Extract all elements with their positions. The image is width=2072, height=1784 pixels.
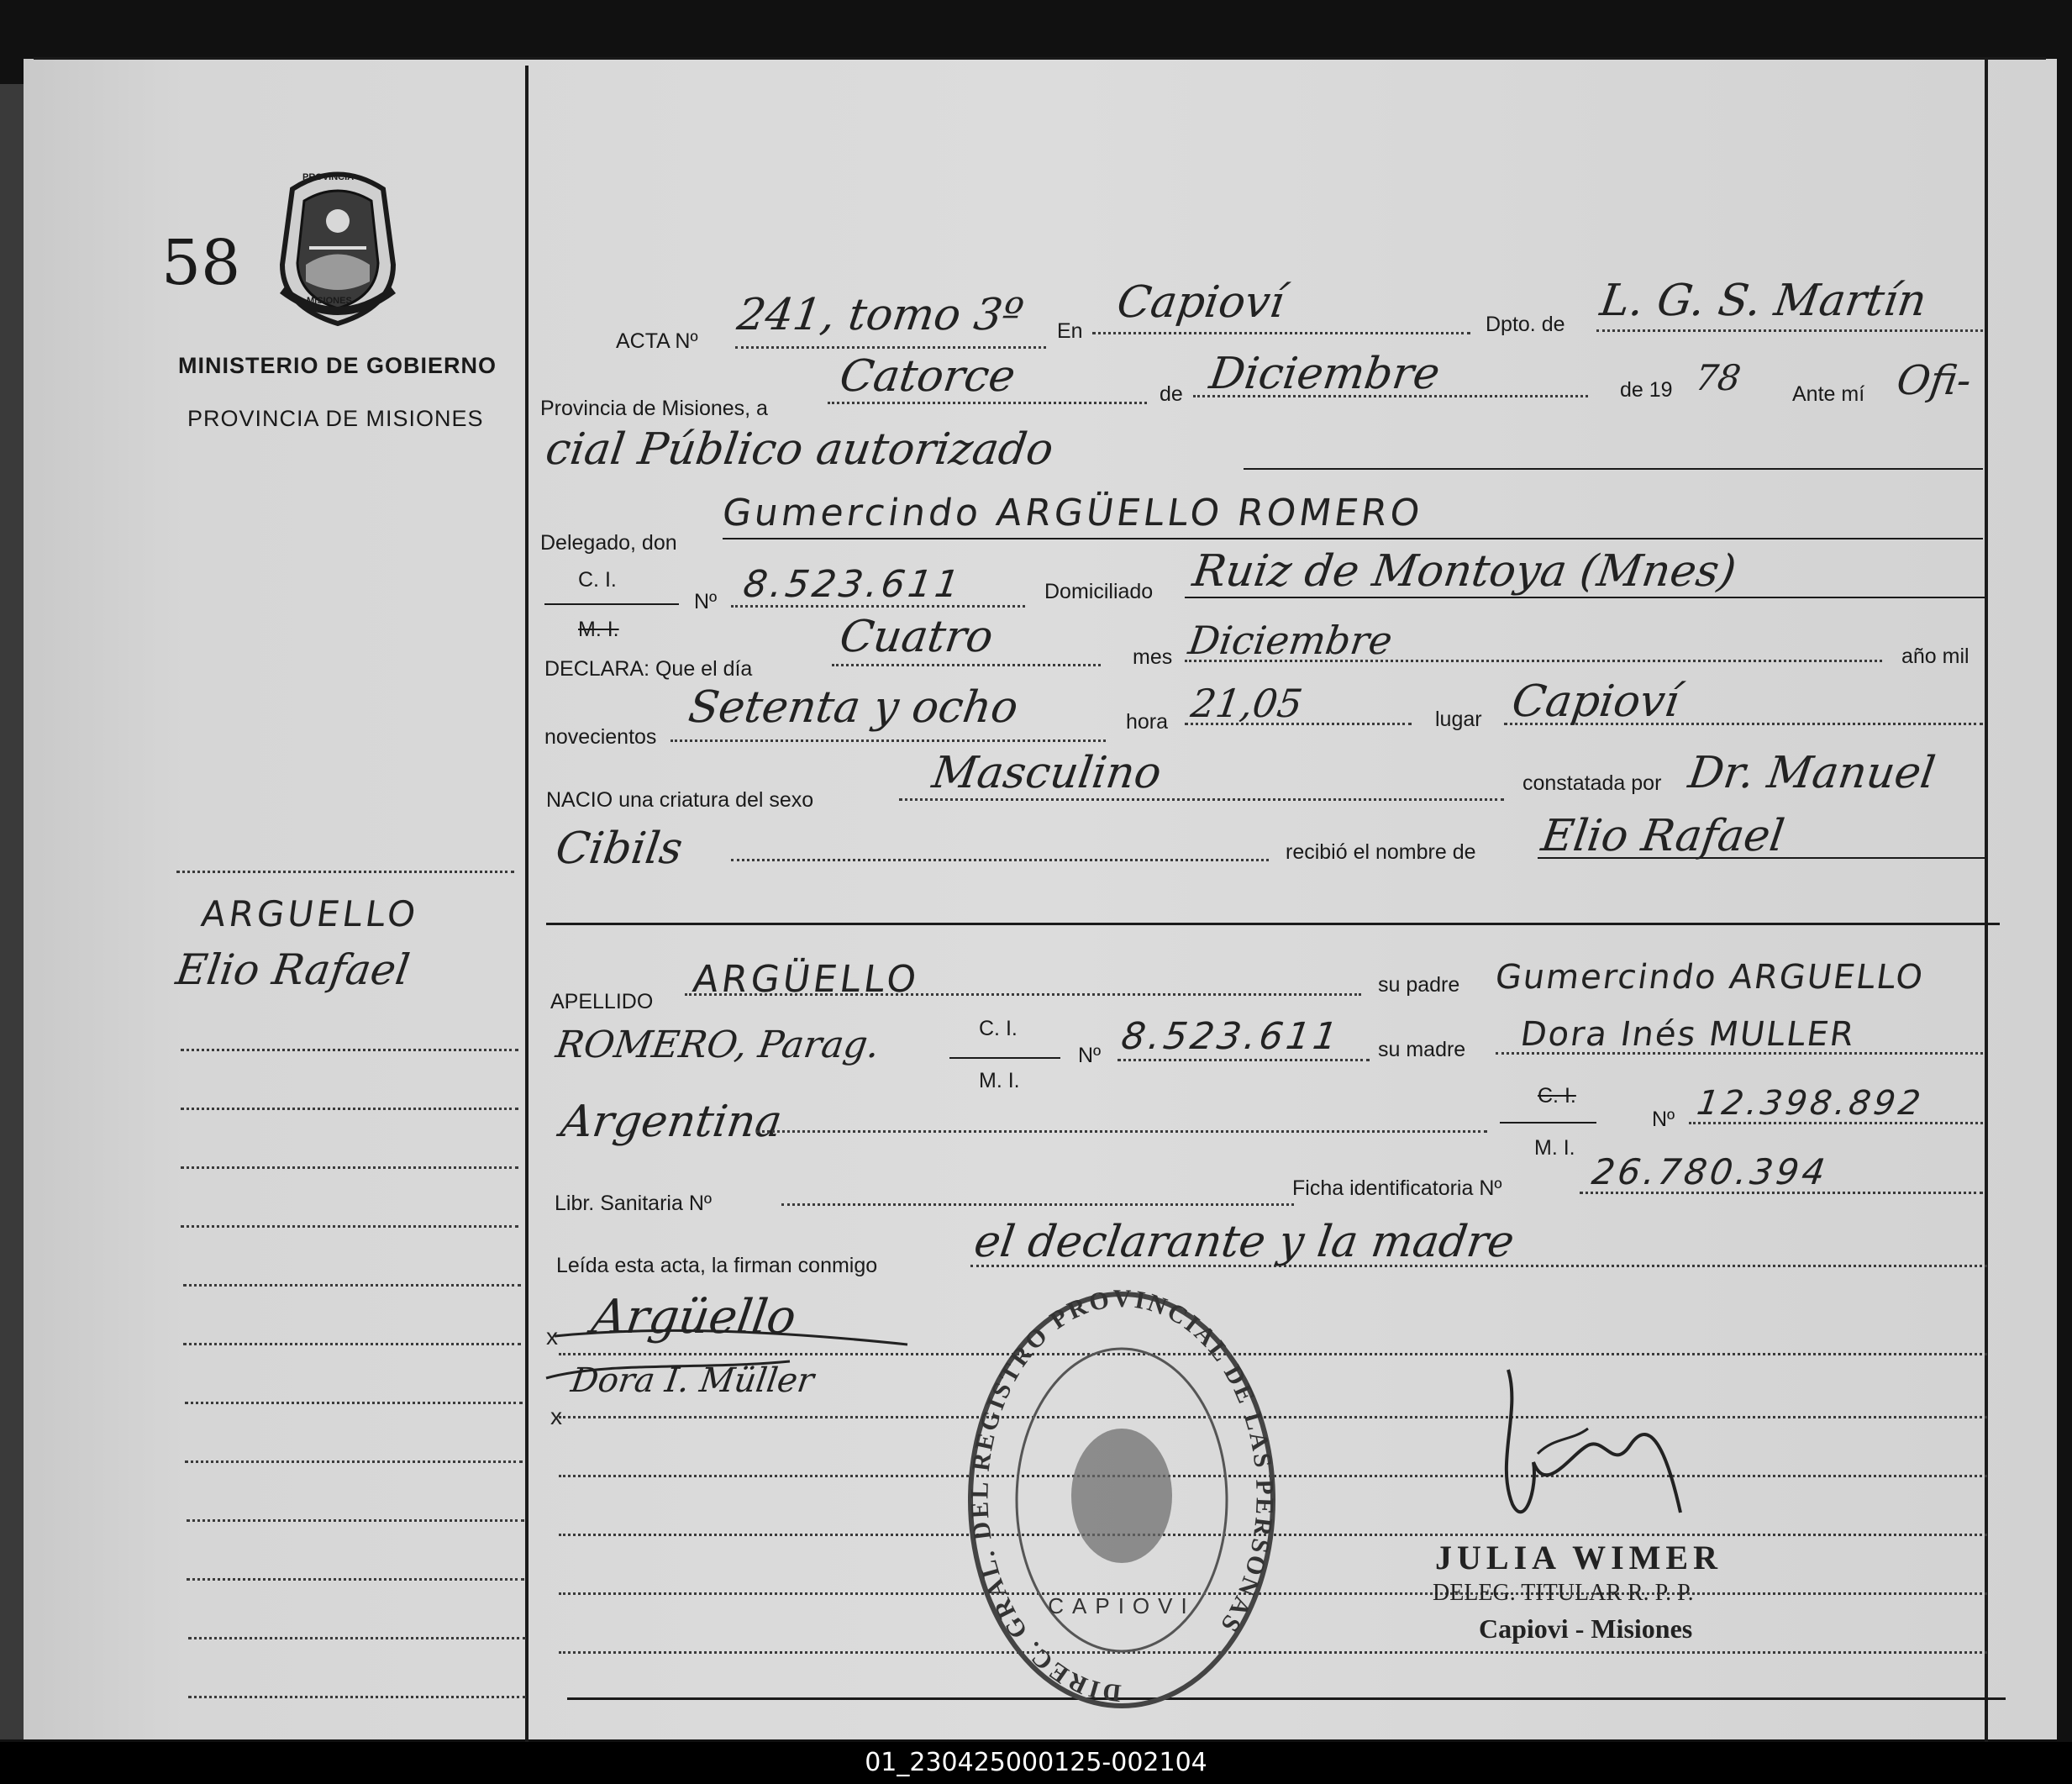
fill-line: [828, 402, 1147, 404]
field-madre-1: Dora Inés MULLER: [1517, 1015, 1858, 1054]
margin-line: [181, 1225, 518, 1228]
label-nro-madre: Nº: [1652, 1108, 1675, 1131]
fraction-line: [1500, 1122, 1596, 1124]
field-ante-mi-1: Ofi-: [1894, 357, 1975, 404]
label-ci: C. I.: [578, 568, 617, 592]
label-ci-madre: C. I.: [1538, 1084, 1576, 1108]
label-delegado: Delegado, don: [540, 531, 677, 555]
svg-text:x: x: [546, 1324, 558, 1350]
stamp-name: JULIA WIMER: [1435, 1539, 1722, 1576]
field-ciudad: Capioví: [1113, 277, 1288, 328]
label-su-padre: su padre: [1378, 973, 1460, 997]
field-ficha: 26.780.394: [1589, 1151, 1831, 1192]
fill-line: [735, 346, 1046, 349]
label-anio-mil: año mil: [1901, 645, 1969, 668]
label-dpto: Dpto. de: [1486, 313, 1565, 336]
svg-text:x: x: [550, 1403, 562, 1429]
label-recibio: recibió el nombre de: [1286, 840, 1476, 864]
fill-line: [1092, 332, 1470, 334]
label-mes: mes: [1133, 645, 1173, 669]
fill-line: [731, 859, 1269, 861]
label-de-year: de 19: [1620, 378, 1673, 402]
field-hora-nac: 21,05: [1188, 681, 1306, 726]
ministry-title: MINISTERIO DE GOBIERNO: [178, 353, 497, 378]
label-apellido: APELLIDO: [550, 990, 654, 1013]
label-ficha: Ficha identificatoria Nº: [1292, 1176, 1502, 1200]
signature-flourish-icon: [538, 1311, 916, 1429]
label-novecientos: novecientos: [544, 725, 657, 749]
fill-line: [756, 1130, 1487, 1133]
label-hora: hora: [1126, 710, 1169, 734]
field-domicilio: Ruiz de Montoya (Mnes): [1189, 546, 1739, 597]
field-ante-mi-2: cial Público autorizado: [542, 424, 1057, 475]
emblem-text-top: PROVINCIA: [302, 172, 355, 182]
fill-line: [781, 1203, 1294, 1206]
fill-line: [671, 739, 1106, 742]
field-firmantes: el declarante y la madre: [970, 1217, 1517, 1267]
fraction-line: [544, 603, 679, 605]
field-padre-1: Gumercindo ARGUELLO: [1492, 958, 1927, 997]
stamp-place: Capiovi - Misiones: [1479, 1613, 1693, 1644]
signature-declarante: Argüello: [588, 1290, 800, 1345]
field-sexo: Masculino: [928, 748, 1165, 798]
fill-line: [723, 538, 1983, 539]
field-padre-doc: 8.523.611: [1118, 1015, 1344, 1058]
fill-line: [1596, 329, 1983, 332]
label-declara: DECLARA: Que el día: [544, 657, 753, 681]
margin-line: [183, 1343, 521, 1345]
label-domiciliado: Domiciliado: [1044, 580, 1154, 603]
field-constatada-2: Cibils: [552, 824, 686, 874]
margin-line: [181, 1049, 518, 1051]
fill-line: [832, 664, 1101, 666]
official-signature-icon: [1487, 1361, 1706, 1538]
margin-surname: ARGUELLO: [198, 893, 422, 934]
label-nro: Nº: [694, 590, 718, 613]
fill-line: [1244, 468, 1983, 470]
section-rule: [546, 923, 2000, 925]
label-libr: Libr. Sanitaria Nº: [555, 1192, 712, 1215]
label-en: En: [1057, 319, 1083, 343]
margin-line: [185, 1402, 523, 1404]
label-ci-padre: C. I.: [979, 1017, 1018, 1040]
field-dia-nac: Cuatro: [836, 612, 997, 662]
book-spine: [0, 84, 24, 1739]
margin-line: [187, 1519, 524, 1522]
field-padre-2: ROMERO, Parag.: [553, 1024, 882, 1066]
fraction-line: [949, 1057, 1060, 1059]
field-lugar-nac: Capioví: [1508, 676, 1683, 727]
margin-line: [181, 1108, 518, 1110]
field-mes-nac: Diciembre: [1186, 618, 1396, 663]
margin-rule: [525, 66, 529, 1742]
margin-line: [181, 1166, 518, 1169]
signature-madre: Dora I. Müller: [568, 1361, 817, 1400]
field-delegado-doc: 8.523.611: [740, 563, 965, 606]
label-constatada: constatada por: [1522, 771, 1662, 795]
margin-line: [188, 1696, 526, 1698]
label-su-madre: su madre: [1378, 1038, 1466, 1061]
field-anio-sufijo: 78: [1692, 357, 1743, 398]
label-mi-padre: M. I.: [979, 1069, 1020, 1092]
field-mes-texto: Diciembre: [1206, 349, 1444, 399]
margin-line: [188, 1637, 526, 1639]
image-id-footer: 01_230425000125-002104: [0, 1742, 2072, 1784]
margin-line: [185, 1460, 523, 1463]
field-acta-nro: 241, tomo 3º: [734, 290, 1027, 340]
label-acta: ACTA Nº: [616, 329, 698, 353]
margin-line: [187, 1578, 524, 1581]
top-rule: [34, 57, 2046, 60]
registry-seal-icon: [962, 1290, 1281, 1718]
label-lugar: lugar: [1435, 708, 1482, 731]
label-ante-mi: Ante mí: [1792, 382, 1865, 406]
label-nacio: NACIO una criatura del sexo: [546, 788, 814, 812]
field-anio-nac: Setenta y ocho: [685, 682, 1022, 733]
field-dia-texto: Catorce: [836, 351, 1018, 402]
field-constatada-1: Dr. Manuel: [1685, 748, 1938, 798]
fill-line: [1185, 597, 1987, 598]
field-delegado-nombre: Gumercindo ARGÜELLO ROMERO: [719, 492, 1426, 534]
field-nombre: Elio Rafael: [1538, 811, 1788, 861]
field-madre-doc: 12.398.892: [1694, 1084, 1927, 1123]
label-mi-madre: M. I.: [1534, 1136, 1575, 1160]
fill-line: [899, 798, 1504, 801]
margin-line: [183, 1284, 521, 1287]
field-apellido: ARGÜELLO: [690, 958, 923, 1001]
margin-given-names: Elio Rafael: [172, 945, 413, 994]
province-title: PROVINCIA DE MISIONES: [187, 406, 484, 431]
field-madre-2: Argentina: [557, 1097, 786, 1147]
seal-ring-text: DIREC. GRAL. DEL REGISTRO PROVINCIAL DE LAS PERSONAS: [965, 1290, 1279, 1708]
stamp-title: DELEG. TITULAR R. P. P.: [1433, 1580, 1694, 1606]
label-leida: Leída esta acta, la firman conmigo: [556, 1254, 878, 1277]
label-nro-padre: Nº: [1078, 1044, 1102, 1067]
label-provincia: Provincia de Misiones, a: [540, 397, 768, 420]
fill-line: [1118, 1059, 1370, 1061]
seal-city: CAPIOVI: [1048, 1593, 1196, 1618]
emblem-text-bottom: MISIONES: [307, 296, 352, 306]
field-departamento: L. G. S. Martín: [1596, 276, 1930, 326]
page-number: 58: [161, 227, 241, 299]
label-mi: M. I.: [578, 618, 619, 641]
label-de: de: [1160, 382, 1183, 406]
margin-line: [176, 871, 514, 873]
right-rule: [1985, 59, 1988, 1742]
bottom-rule: [567, 1697, 2006, 1700]
